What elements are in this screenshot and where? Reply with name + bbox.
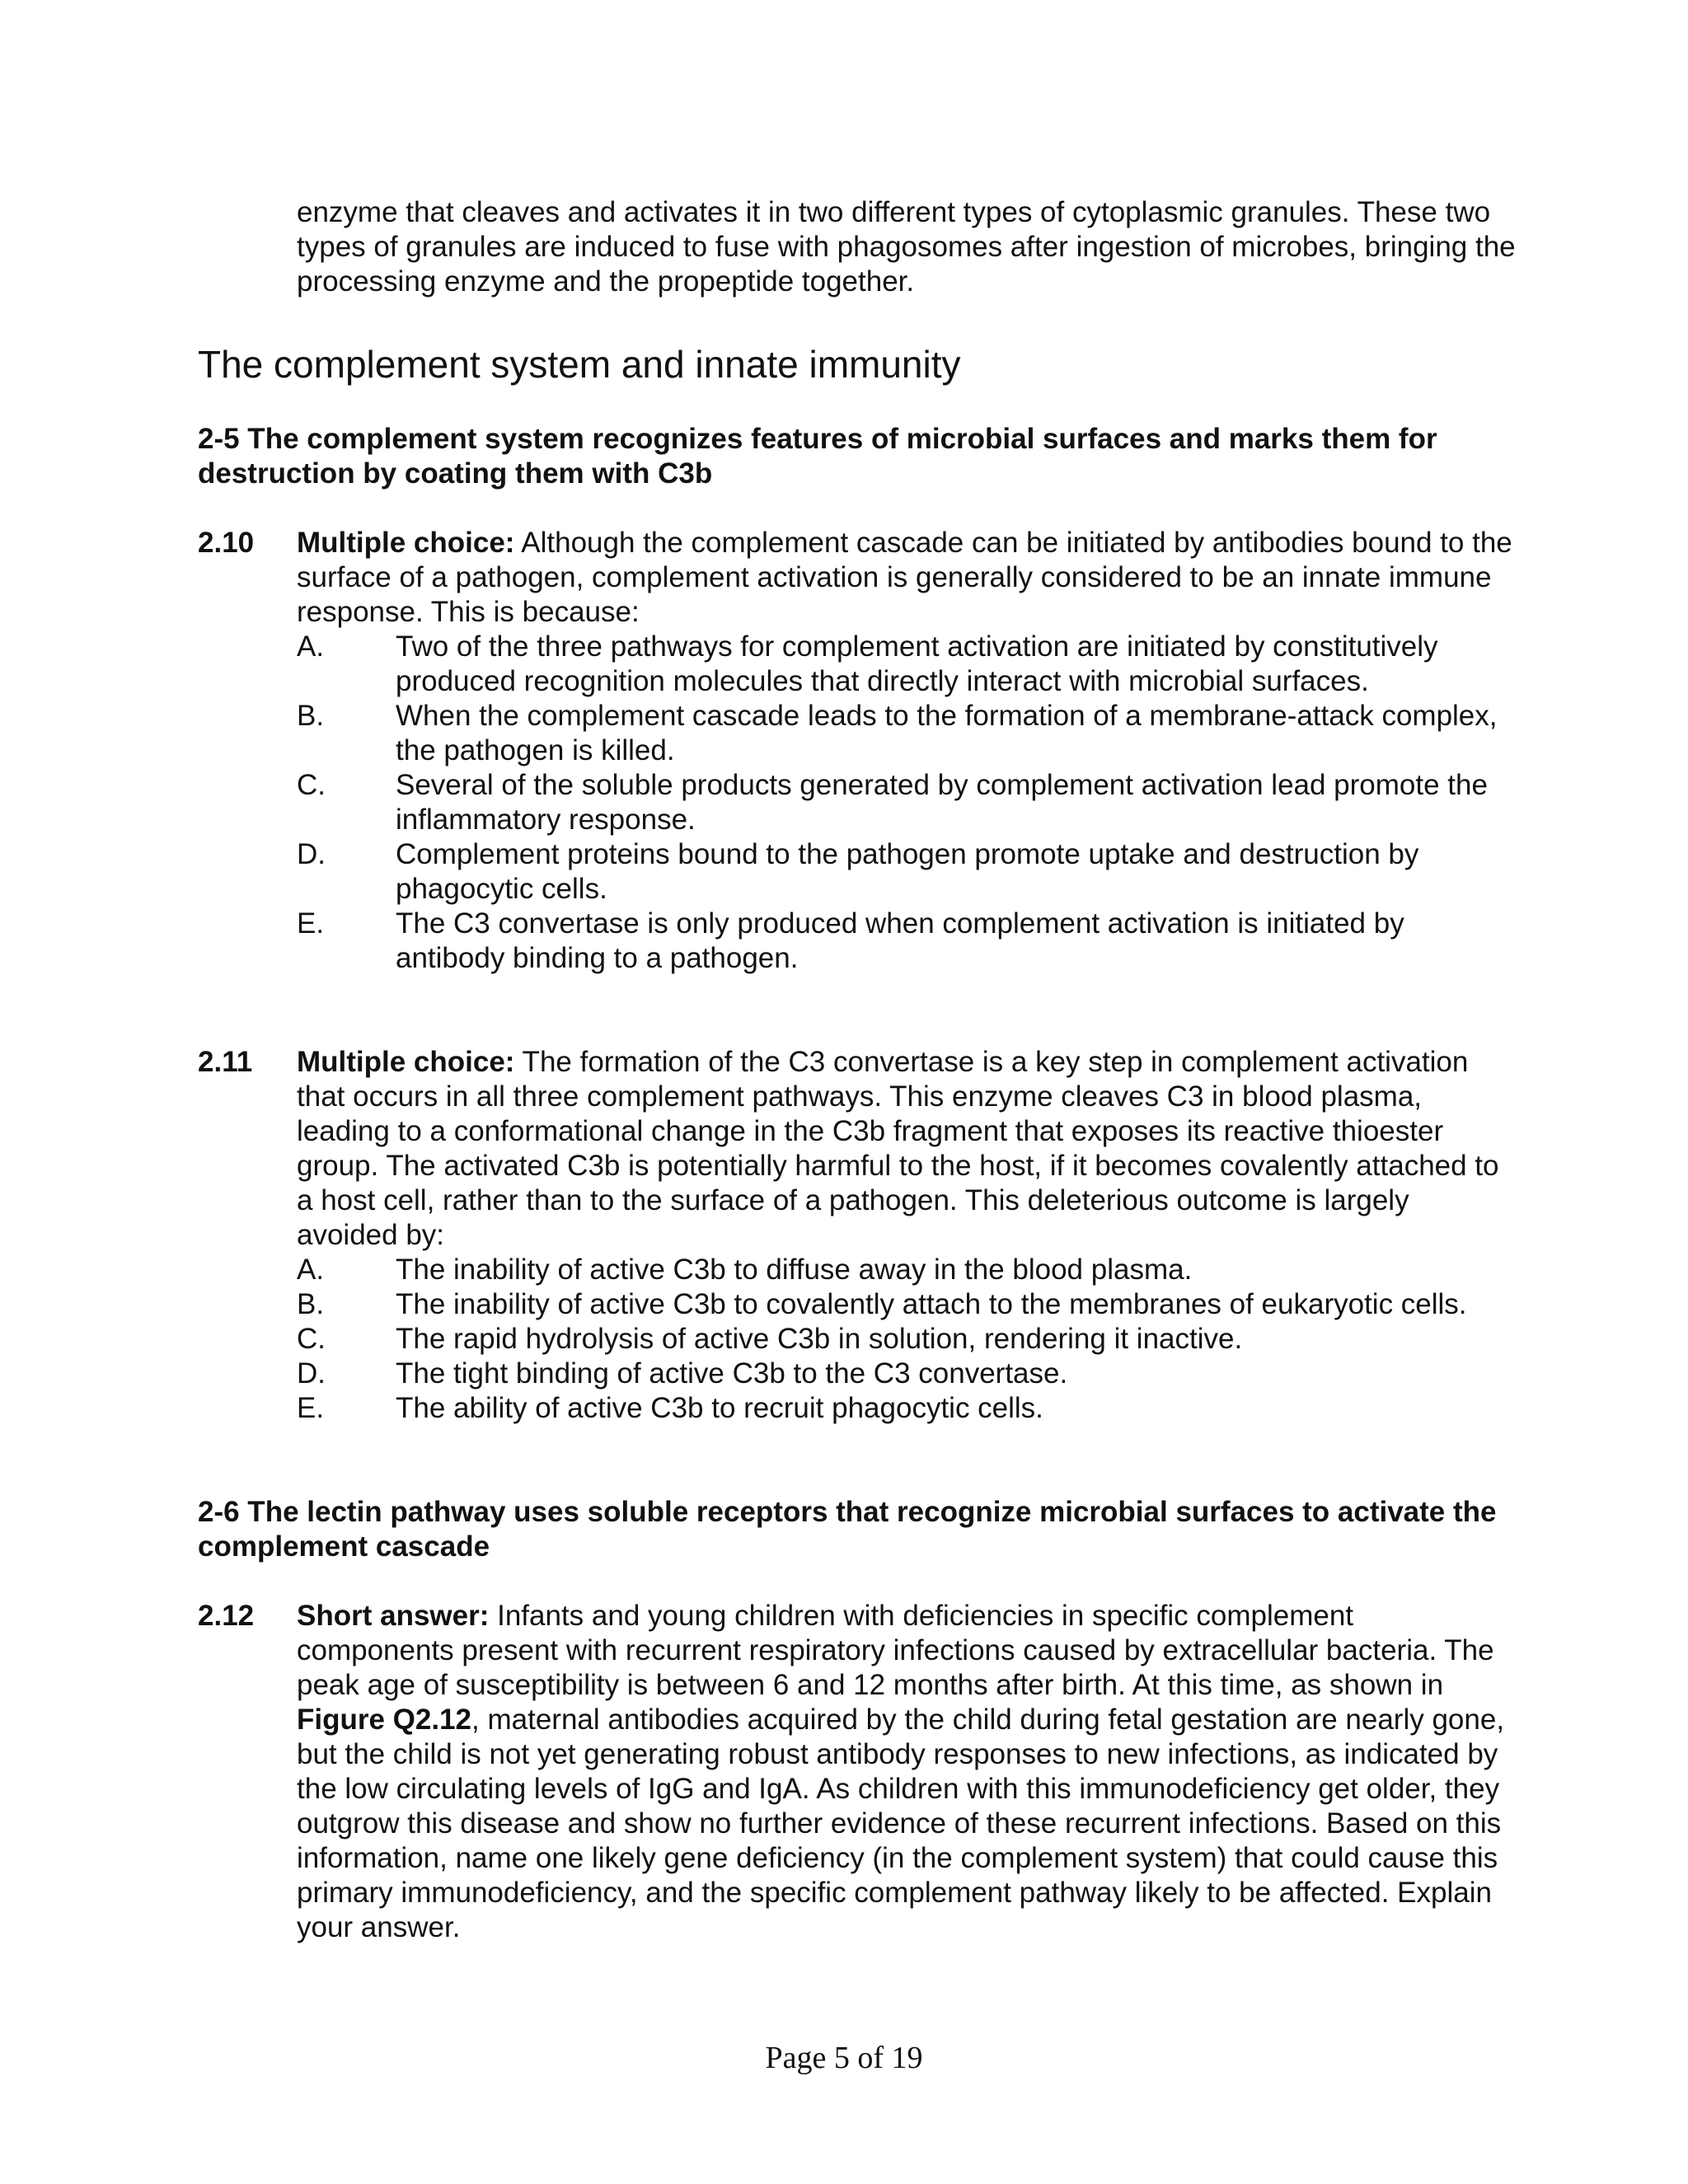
answer-option [297, 1322, 1517, 1357]
question-stem-text-continued: , maternal antibodies acquired by the child during fetal gestation are nearly gone, but the child is not yet generating robust antibody responses to new infections, as indicated by the low circulating levels of IgG and IgA. As children with this immunodeficiency get older, they outgrow this disease and show no further evidence of these recurrent infections. Based on this information, name one likely gene deficiency (in the complement system) that could cause this primary immunodeficiency, and the specific complement pathway likely to be affected. Explain your answer. [297, 1704, 1505, 1943]
answer-options [297, 630, 1517, 976]
question-2-10 [198, 526, 1517, 976]
section-header [198, 341, 1517, 387]
answer-option [297, 1253, 1517, 1287]
answer-option [297, 1287, 1517, 1322]
answer-option [297, 630, 1517, 699]
answer-option [297, 1357, 1517, 1391]
option-text: The inability of active C3b to covalently attach to the membranes of eukaryotic cells. [396, 1288, 1467, 1320]
subsection-heading: 2-6 The lectin pathway uses soluble receptors that recognize microbial surfaces to activate the complement cascade [198, 1496, 1497, 1563]
option-letter: C. [297, 769, 326, 801]
question-stem-text: Infants and young children with deficiencies in specific complement components present with recurrent respiratory infections caused by extracellular bacteria. The peak age of susceptibility is between 6 and 12 months after birth. At this time, as shown in [297, 1600, 1494, 1701]
question-2-12 [198, 1599, 1517, 1945]
question-type: Multiple choice: [297, 527, 515, 559]
subsection-2-5 [198, 422, 1517, 491]
option-text: The rapid hydrolysis of active C3b in solution, rendering it inactive. [396, 1323, 1243, 1355]
subsection-2-6 [198, 1495, 1517, 1564]
option-text: The C3 convertase is only produced when complement activation is initiated by antibody binding to a pathogen. [396, 907, 1404, 974]
question-number: 2.11 [198, 1046, 253, 1078]
intro-text: enzyme that cleaves and activates it in two different types of cytoplasmic granules. These two types of granules are induced to fuse with phagosomes after ingestion of microbes, bringing the processing enzyme and the propeptide together. [297, 196, 1516, 298]
option-letter: A. [297, 1254, 325, 1286]
question-stem-text: The formation of the C3 convertase is a key step in complement activation that occurs in all three complement pathways. This enzyme cleaves C3 in blood plasma, leading to a conformational change in the C3b fragment that exposes its reactive thioester group. The activated C3b is potentially harmful to the host, if it becomes covalently attached to a host cell, rather than to the surface of a pathogen. This deleterious outcome is largely avoided by: [297, 1046, 1499, 1251]
question-type: Short answer: [297, 1600, 490, 1632]
answer-option [297, 699, 1517, 768]
option-text: Complement proteins bound to the pathogen promote uptake and destruction by phagocytic cells. [396, 838, 1419, 905]
question-type: Multiple choice: [297, 1046, 515, 1078]
option-letter: D. [297, 1357, 326, 1390]
option-text: Two of the three pathways for complement activation are initiated by constitutively produced recognition molecules that directly interact with microbial surfaces. [396, 630, 1438, 697]
question-stem-text: Although the complement cascade can be initiated by antibodies bound to the surface of a pathogen, complement activation is generally considered to be an innate immune response. This is because: [297, 527, 1512, 628]
option-text: When the complement cascade leads to the formation of a membrane-attack complex, the pathogen is killed. [396, 700, 1498, 766]
answer-option [297, 907, 1517, 976]
page-number-footer: Page 5 of 19 [765, 2041, 923, 2075]
figure-reference: Figure Q2.12 [297, 1704, 472, 1736]
option-letter: B. [297, 1288, 325, 1320]
option-letter: A. [297, 630, 325, 663]
option-text: Several of the soluble products generated by complement activation lead promote the inflammatory response. [396, 769, 1488, 836]
question-2-11 [198, 1045, 1517, 1426]
question-stem [297, 1045, 1517, 1253]
question-number: 2.10 [198, 527, 255, 559]
subsection-heading: 2-5 The complement system recognizes features of microbial surfaces and marks them for destruction by coating them with C3b [198, 423, 1437, 490]
answer-option [297, 1391, 1517, 1426]
question-stem [297, 526, 1517, 630]
question-body [297, 526, 1517, 976]
option-text: The ability of active C3b to recruit phagocytic cells. [396, 1392, 1043, 1424]
option-letter: D. [297, 838, 326, 870]
answer-option [297, 768, 1517, 837]
answer-option [297, 837, 1517, 907]
option-text: The tight binding of active C3b to the C3 convertase. [396, 1357, 1068, 1390]
intro-paragraph [297, 195, 1517, 299]
question-body [297, 1599, 1517, 1945]
question-stem [297, 1599, 1517, 1945]
option-letter: E. [297, 1392, 325, 1424]
question-body [297, 1045, 1517, 1426]
option-letter: E. [297, 907, 325, 940]
option-letter: C. [297, 1323, 326, 1355]
question-number: 2.12 [198, 1600, 255, 1632]
option-letter: B. [297, 700, 325, 732]
section-title: The complement system and innate immunity [198, 343, 961, 386]
answer-options [297, 1253, 1517, 1426]
option-text: The inability of active C3b to diffuse away in the blood plasma. [396, 1254, 1193, 1286]
